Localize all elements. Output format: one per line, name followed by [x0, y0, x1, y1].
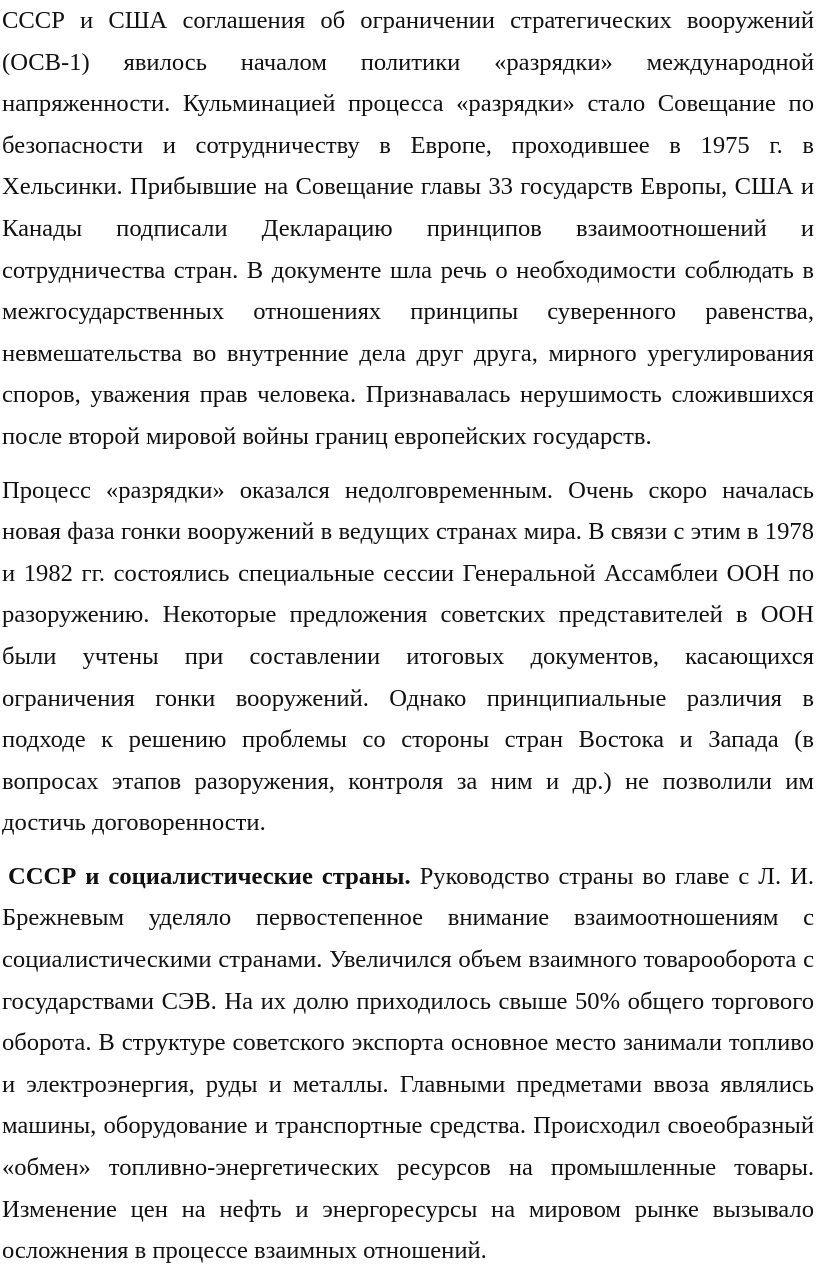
document-page	[2, 0, 814, 1272]
paragraph-1: СССР и США соглашения об ограничении стратегических вооружений (ОСВ-1) явилось началом политики «разрядки» международной напряженности. Кульминацией процесса «разрядки» стало Совещание по безопасности и сотрудничеству в Европе, проходившее в 1975 г. в Хельсинки. Прибывшие на Совещание главы 33 государств Европы, США и Канады подписали Декларацию принципов взаимоотношений и сотрудничества стран. В документе шла речь о необходимости соблюдать в межгосударственных отношениях принципы суверенного равенства, невмешательства во внутренние дела друг друга, мирного урегулирования споров, уважения прав человека. Признавалась нерушимость сложившихся после второй мировой войны границ европейских государств.	[2, 7, 814, 450]
paragraph-2: Процесс «разрядки» оказался недолговременным. Очень скоро началась новая фаза гонки вооружений в ведущих странах мира. В связи с этим в 1978 и 1982 гг. состоялись специальные сессии Генеральной Ассамблеи ООН по разоружению. Некоторые предложения советских представителей в ООН были учтены при составлении итоговых документов, касающихся ограничения гонки вооружений. Однако принципиальные различия в подходе к решению проблемы со стороны стран Востока и Запада (в вопросах этапов разоружения, контроля за ним и др.) не позволили им достичь договоренности.	[2, 476, 814, 837]
section-heading: СССР и социалистические страны.	[8, 862, 411, 890]
paragraph-3-text: Руководство страны во главе с Л. И. Брежневым уделяло первостепенное внимание взаимоотношениям с социалистическими странами. Увеличился объем взаимного товарооборота с государствами СЭВ. На их долю приходилось свыше 50% общего торгового оборота. В структуре советского экспорта основное место занимали топливо и электроэнергия, руды и металлы. Главными предметами ввоза являлись машины, оборудование и транспортные средства. Происходил своеобразный «обмен» топливно-энергетических ресурсов на промышленные товары. Изменение цен на нефть и энергоресурсы на мировом рынке вызывало осложнения в процессе взаимных отношений.	[2, 862, 814, 1265]
paragraph-3	[2, 856, 814, 1272]
